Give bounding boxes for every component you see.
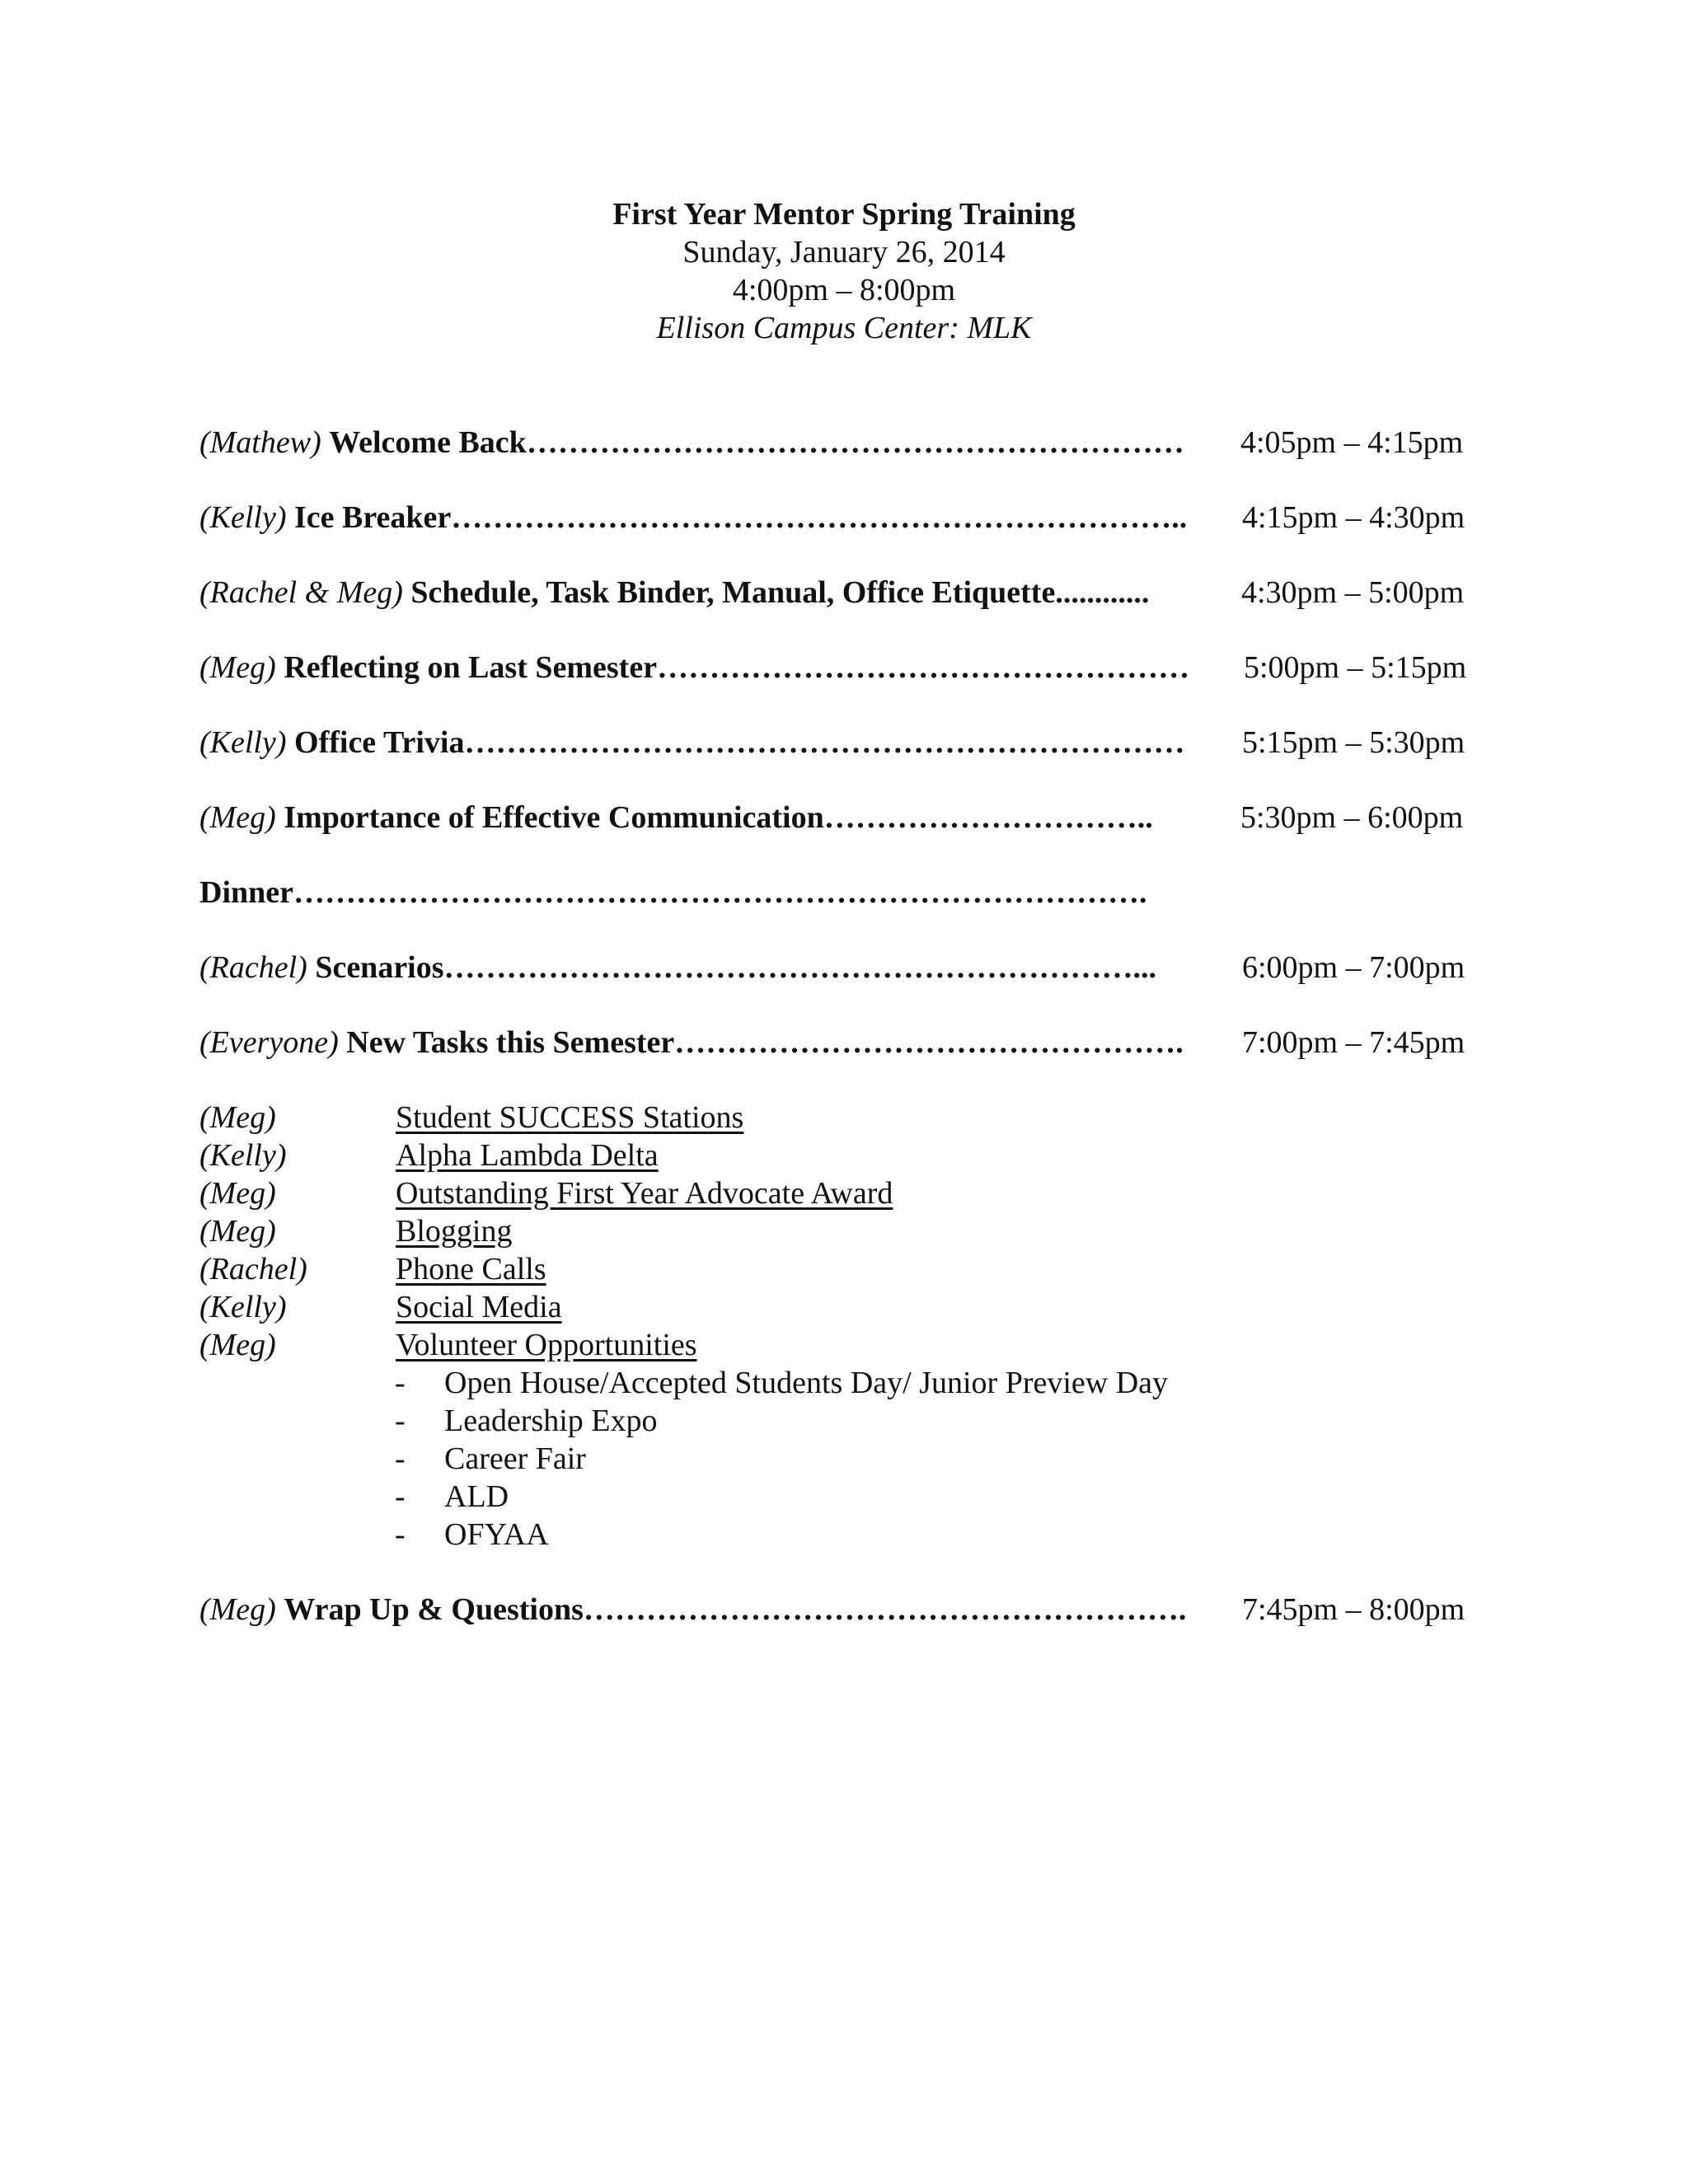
agenda-time: 5:15pm – 5:30pm [1242,725,1465,760]
dot-leader: …………………………………………………………….. [451,500,1188,535]
agenda-time: 4:30pm – 5:00pm [1241,575,1465,610]
agenda-topic: Wrap Up & Questions [284,1592,584,1627]
agenda-topic: Schedule, Task Binder, Manual, Office Etiquette [410,575,1056,610]
agenda-topic: Ice Breaker [294,500,452,535]
task-presenter: (Meg) [199,1214,276,1249]
volunteer-label: Leadership Expo [444,1404,658,1438]
agenda-item [199,724,1185,762]
agenda-presenter: (Kelly) [199,725,287,760]
event-time: 4:00pm – 8:00pm [732,273,956,307]
task-label: Volunteer Opportunities [396,1328,697,1362]
agenda-time: 5:30pm – 6:00pm [1240,800,1464,835]
agenda-item [199,949,1156,987]
task-label: Phone Calls [396,1252,546,1286]
task-label: Alpha Lambda Delta [396,1138,659,1173]
dot-leader: …………………………………………… [657,650,1190,685]
agenda-item [199,574,1149,612]
agenda-topic: Importance of Effective Communication [284,800,824,835]
bullet-dash: - [395,1479,406,1514]
agenda-item [199,649,1189,687]
agenda-item [199,499,1187,537]
agenda-time: 7:00pm – 7:45pm [1242,1025,1465,1060]
agenda-topic: Scenarios [315,950,444,985]
volunteer-label: Career Fair [444,1441,586,1476]
dot-leader: …………………………………………. [674,1025,1184,1060]
agenda-time: 4:15pm – 4:30pm [1242,500,1465,535]
agenda-time: 4:05pm – 4:15pm [1240,425,1464,460]
volunteer-label: ALD [444,1479,509,1514]
agenda-time: 7:45pm – 8:00pm [1242,1592,1465,1627]
agenda-item [199,799,1153,837]
agenda-topic: Dinner [199,875,293,910]
event-location: Ellison Campus Center: MLK [656,311,1032,345]
bullet-dash: - [395,1517,406,1552]
task-presenter: (Meg) [199,1328,276,1362]
task-label: Outstanding First Year Advocate Award [396,1176,893,1211]
agenda-presenter: (Meg) [199,1592,276,1627]
document-header [0,195,1688,347]
bullet-dash: - [395,1441,406,1476]
dot-leader: ………………………………………………………………………. [293,875,1147,910]
task-presenter: (Meg) [199,1100,276,1135]
dot-leader: …………………………………………………. [583,1592,1187,1627]
dot-leader: ……………………………………………………… [526,425,1184,460]
agenda-presenter: (Mathew) [199,425,321,460]
agenda-item [199,1024,1184,1062]
agenda-presenter: (Kelly) [199,500,287,535]
task-presenter: (Rachel) [199,1252,307,1286]
event-date: Sunday, January 26, 2014 [682,235,1006,269]
task-presenter: (Meg) [199,1176,276,1211]
agenda-time: 5:00pm – 5:15pm [1244,650,1467,685]
task-presenter: (Kelly) [199,1290,287,1324]
agenda-presenter: (Rachel) [199,950,307,985]
agenda-presenter: (Meg) [199,650,276,685]
dot-leader: …………………………………………………………... [443,950,1157,985]
task-presenter: (Kelly) [199,1138,287,1173]
document-title: First Year Mentor Spring Training [612,197,1076,232]
volunteer-label: Open House/Accepted Students Day/ Junior Preview Day [444,1366,1169,1400]
agenda-topic: Reflecting on Last Semester [284,650,658,685]
agenda-presenter: (Everyone) [199,1025,339,1060]
volunteer-label: OFYAA [444,1517,549,1552]
agenda-time: 6:00pm – 7:00pm [1242,950,1465,985]
agenda-topic: Welcome Back [329,425,527,460]
dot-leader: ………………………….. [823,800,1153,835]
dot-leader: ............ [1055,575,1150,610]
task-label: Blogging [396,1214,513,1249]
agenda-topic: New Tasks this Semester [346,1025,675,1060]
dot-leader: …………………………………………………………… [464,725,1185,760]
task-label: Student SUCCESS Stations [396,1100,744,1135]
agenda-item [199,424,1184,462]
agenda-presenter: (Meg) [199,800,276,835]
bullet-dash: - [395,1366,406,1400]
agenda-item [199,874,1147,912]
agenda-topic: Office Trivia [294,725,465,760]
bullet-dash: - [395,1404,406,1438]
agenda-presenter: (Rachel & Meg) [199,575,403,610]
task-label: Social Media [396,1290,562,1324]
agenda-item-wrap-up [199,1591,1186,1629]
